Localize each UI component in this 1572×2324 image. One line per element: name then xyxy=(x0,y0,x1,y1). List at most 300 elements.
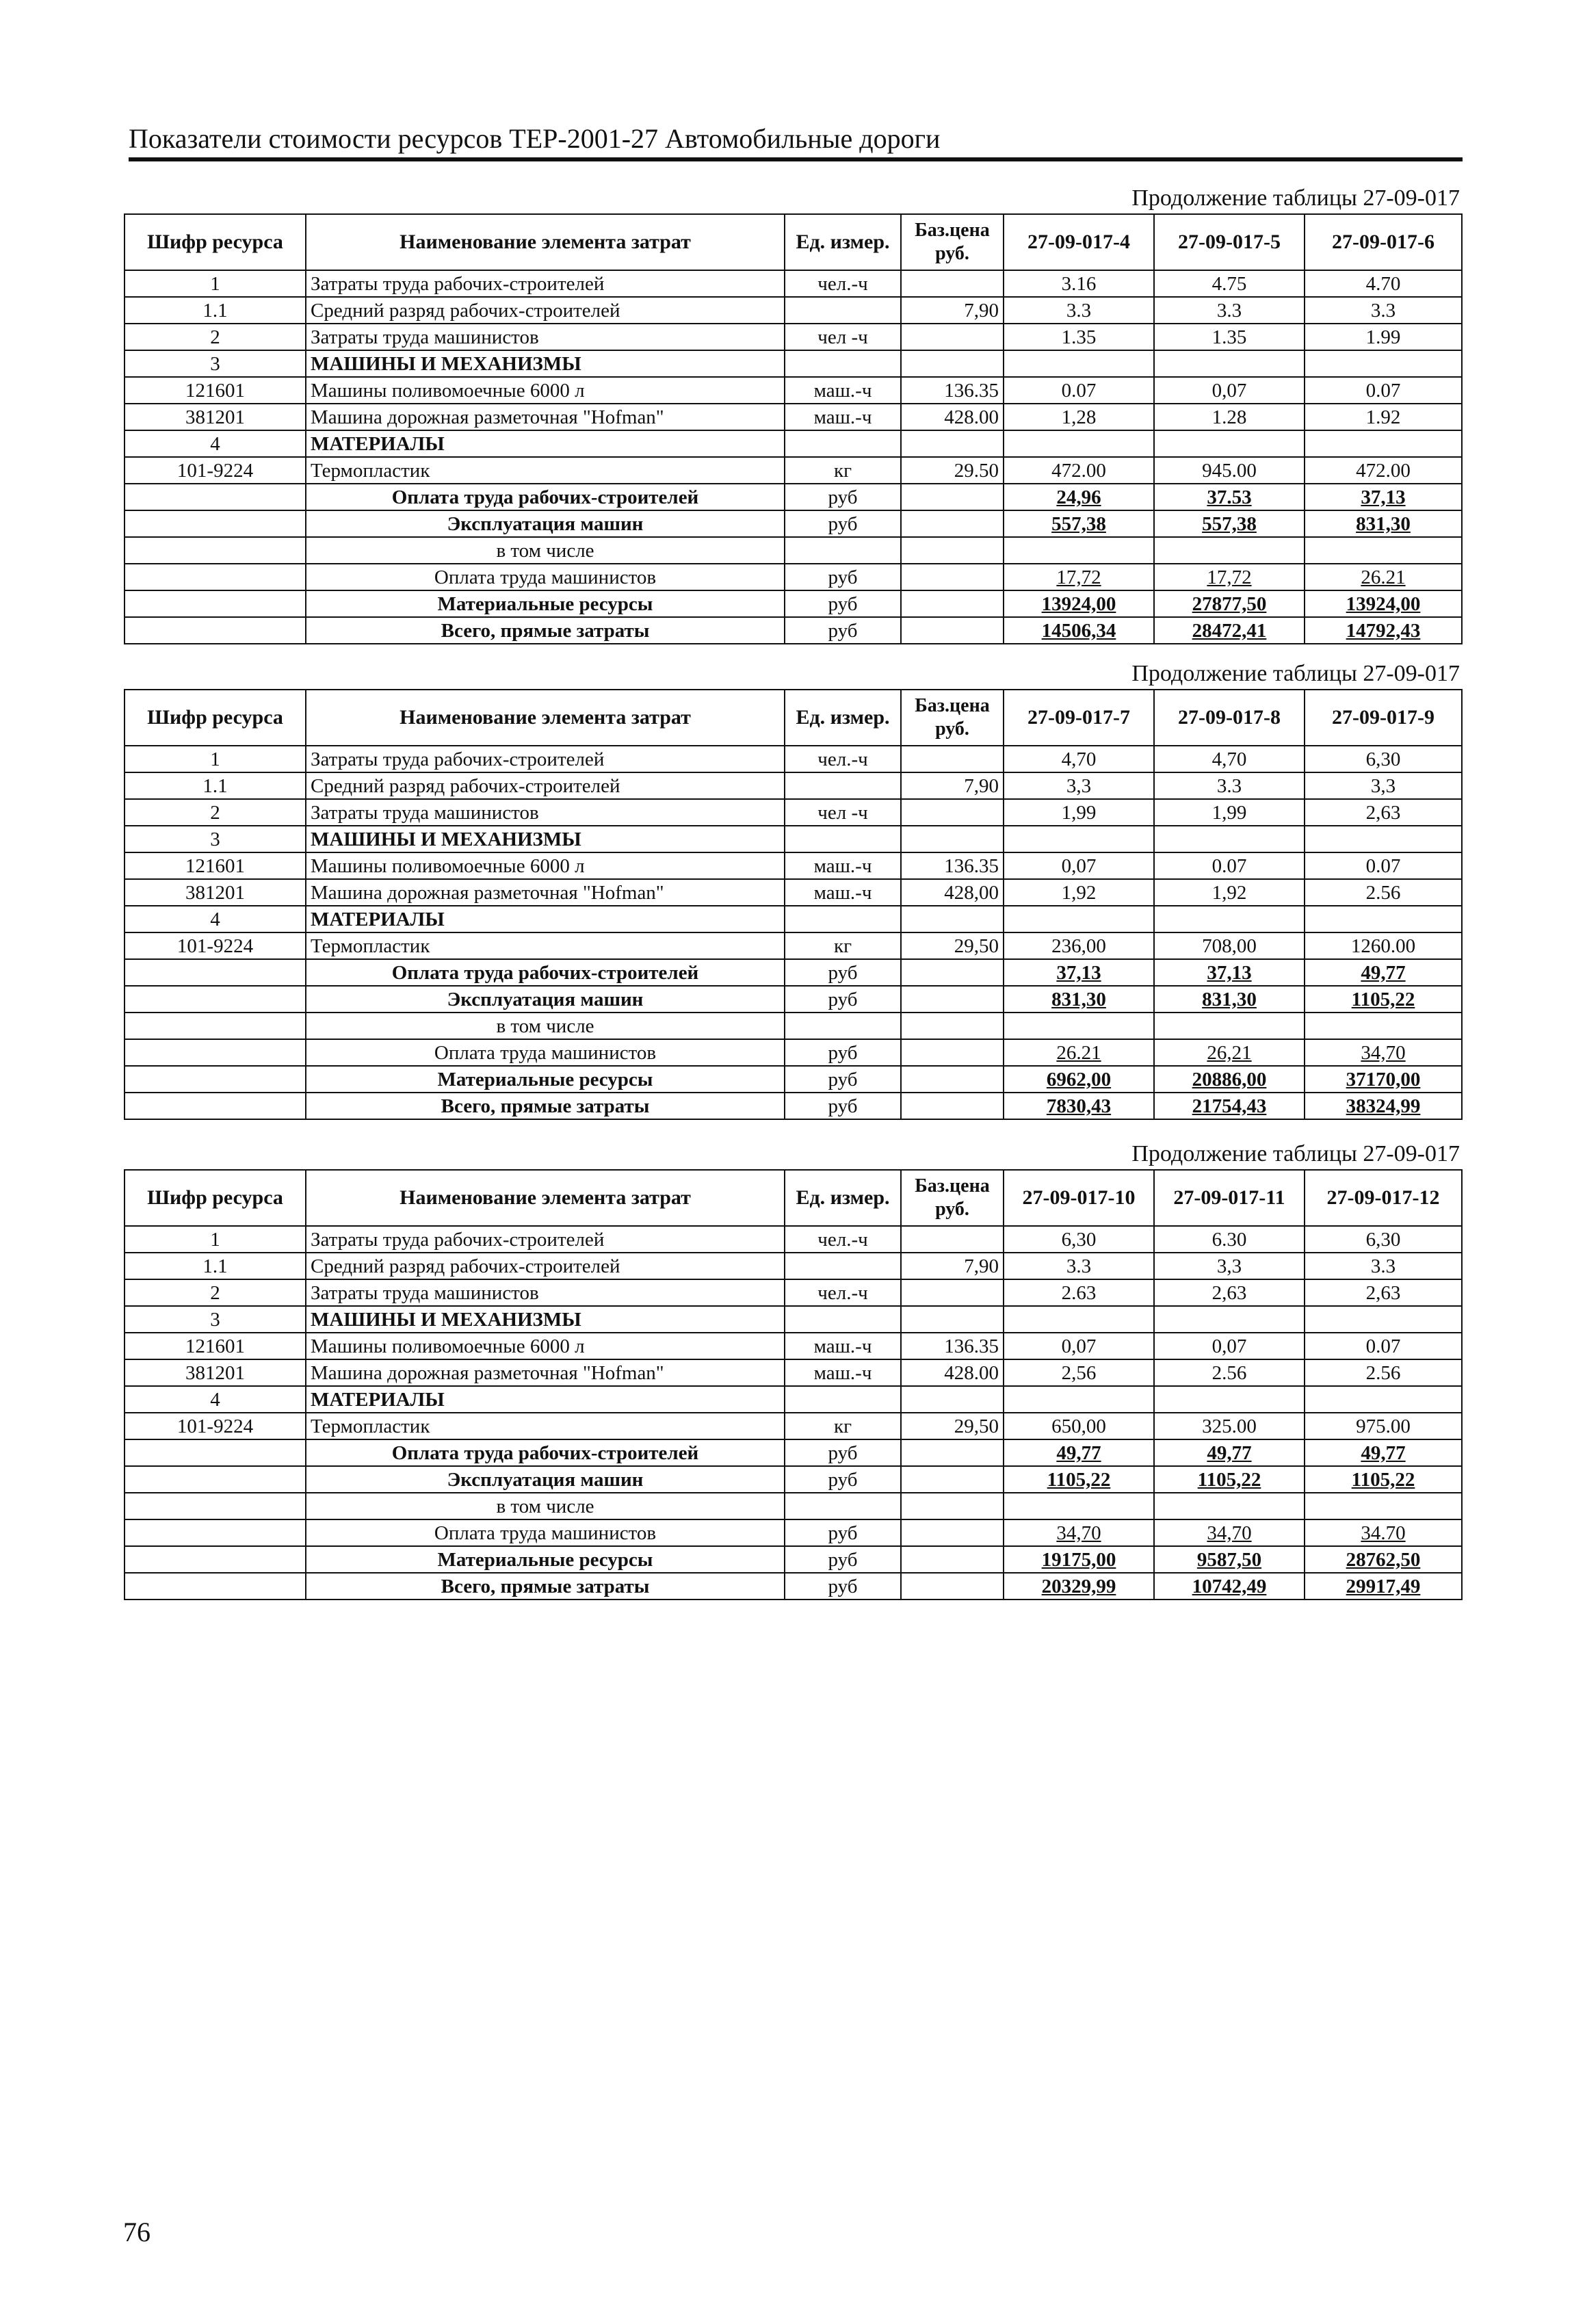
base-price-cell xyxy=(901,350,1004,377)
value-cell: 28472,41 xyxy=(1154,617,1305,644)
value-cell: 26.21 xyxy=(1004,1039,1154,1066)
resource-code-cell: 101-9224 xyxy=(125,457,306,484)
resource-name-cell: Машина дорожная разметочная "Hofman" xyxy=(306,879,785,906)
resource-code-cell: 381201 xyxy=(125,1359,306,1386)
value-cell xyxy=(1004,430,1154,457)
unit-cell xyxy=(785,1253,901,1279)
rate-column-header: 27-09-017-9 xyxy=(1305,690,1462,746)
resource-code-cell xyxy=(125,959,306,986)
resource-name-cell: МАШИНЫ И МЕХАНИЗМЫ xyxy=(306,1306,785,1333)
unit-cell xyxy=(785,906,901,932)
resource-name-cell: Затраты труда машинистов xyxy=(306,324,785,350)
base-price-cell xyxy=(901,537,1004,564)
resource-name-cell: МАТЕРИАЛЫ xyxy=(306,1386,785,1413)
value-cell xyxy=(1305,1013,1462,1039)
resource-name-cell: Затраты труда рабочих-строителей xyxy=(306,270,785,297)
unit-cell: чел.-ч xyxy=(785,1226,901,1253)
value-cell: 4,70 xyxy=(1004,746,1154,772)
value-cell: 20329,99 xyxy=(1004,1573,1154,1600)
unit-cell xyxy=(785,350,901,377)
table-row xyxy=(125,1253,1462,1279)
base-price-cell xyxy=(901,270,1004,297)
resource-name-cell: Материальные ресурсы xyxy=(306,590,785,617)
value-cell xyxy=(1004,1306,1154,1333)
value-cell: 13924,00 xyxy=(1004,590,1154,617)
value-cell xyxy=(1004,1386,1154,1413)
resource-code-cell: 1 xyxy=(125,746,306,772)
value-cell xyxy=(1154,350,1305,377)
unit-cell xyxy=(785,537,901,564)
table-header-row xyxy=(125,1170,1462,1226)
base-price-cell xyxy=(901,1439,1004,1466)
table-row xyxy=(125,617,1462,644)
value-cell: 1,92 xyxy=(1154,879,1305,906)
value-cell: 325.00 xyxy=(1154,1413,1305,1439)
value-cell: 2,63 xyxy=(1154,1279,1305,1306)
value-cell xyxy=(1305,350,1462,377)
unit-cell xyxy=(785,1386,901,1413)
resource-code-cell: 101-9224 xyxy=(125,932,306,959)
base-price-cell xyxy=(901,1279,1004,1306)
resource-code-cell: 2 xyxy=(125,1279,306,1306)
value-cell: 1.35 xyxy=(1004,324,1154,350)
table-row xyxy=(125,297,1462,324)
base-price-cell: 29,50 xyxy=(901,1413,1004,1439)
value-cell: 1.28 xyxy=(1154,404,1305,430)
resource-code-cell: 4 xyxy=(125,906,306,932)
value-cell: 472.00 xyxy=(1004,457,1154,484)
value-cell xyxy=(1154,430,1305,457)
value-cell: 650,00 xyxy=(1004,1413,1154,1439)
resource-code-cell: 381201 xyxy=(125,879,306,906)
resource-name-cell: Эксплуатация машин xyxy=(306,510,785,537)
table-caption: Продолжение таблицы 27-09-017 xyxy=(1131,661,1460,686)
value-cell: 9587,50 xyxy=(1154,1546,1305,1573)
value-cell: 38324,99 xyxy=(1305,1093,1462,1119)
base-price-cell xyxy=(901,1493,1004,1519)
unit-cell: маш.-ч xyxy=(785,852,901,879)
base-price-cell xyxy=(901,617,1004,644)
rate-column-header: 27-09-017-7 xyxy=(1004,690,1154,746)
unit-cell: кг xyxy=(785,932,901,959)
base-price-cell xyxy=(901,1519,1004,1546)
unit-column-header: Ед. измер. xyxy=(785,214,901,270)
base-price-cell xyxy=(901,1466,1004,1493)
value-cell: 2,63 xyxy=(1305,1279,1462,1306)
value-cell: 557,38 xyxy=(1004,510,1154,537)
base-price-cell xyxy=(901,1306,1004,1333)
base-price-cell xyxy=(901,1039,1004,1066)
resource-code-cell xyxy=(125,537,306,564)
value-cell: 7830,43 xyxy=(1004,1093,1154,1119)
table-row xyxy=(125,959,1462,986)
table-row xyxy=(125,826,1462,852)
value-cell: 29917,49 xyxy=(1305,1573,1462,1600)
unit-cell: руб xyxy=(785,564,901,590)
base-price-cell xyxy=(901,1066,1004,1093)
table-row xyxy=(125,404,1462,430)
table-caption: Продолжение таблицы 27-09-017 xyxy=(1131,1141,1460,1166)
table-row xyxy=(125,1493,1462,1519)
value-cell: 6962,00 xyxy=(1004,1066,1154,1093)
value-cell xyxy=(1154,1386,1305,1413)
resource-code-cell xyxy=(125,1519,306,1546)
value-cell: 0.07 xyxy=(1004,377,1154,404)
unit-cell: руб xyxy=(785,1093,901,1119)
resource-code-cell: 1.1 xyxy=(125,1253,306,1279)
value-cell xyxy=(1154,906,1305,932)
resource-code-cell xyxy=(125,617,306,644)
unit-cell: руб xyxy=(785,1066,901,1093)
resource-code-cell: 1.1 xyxy=(125,772,306,799)
value-cell: 831,30 xyxy=(1004,986,1154,1013)
resource-code-cell xyxy=(125,590,306,617)
table-row xyxy=(125,484,1462,510)
value-cell: 0,07 xyxy=(1004,1333,1154,1359)
table-header-row xyxy=(125,690,1462,746)
value-cell: 26,21 xyxy=(1154,1039,1305,1066)
value-cell: 1,99 xyxy=(1154,799,1305,826)
value-cell xyxy=(1004,1493,1154,1519)
value-cell: 0,07 xyxy=(1154,377,1305,404)
base-price-cell: 136.35 xyxy=(901,1333,1004,1359)
value-cell: 2.56 xyxy=(1305,879,1462,906)
value-cell xyxy=(1004,906,1154,932)
value-cell: 0,07 xyxy=(1004,852,1154,879)
resource-name-cell: МАШИНЫ И МЕХАНИЗМЫ xyxy=(306,350,785,377)
value-cell: 1.99 xyxy=(1305,324,1462,350)
name-column-header: Наименование элемента затрат xyxy=(306,690,785,746)
unit-cell: кг xyxy=(785,1413,901,1439)
table-row xyxy=(125,746,1462,772)
resource-name-cell: в том числе xyxy=(306,537,785,564)
table-row xyxy=(125,1279,1462,1306)
name-column-header: Наименование элемента затрат xyxy=(306,1170,785,1226)
base-price-cell xyxy=(901,484,1004,510)
resource-code-cell: 121601 xyxy=(125,1333,306,1359)
resource-table xyxy=(124,213,1463,644)
value-cell: 19175,00 xyxy=(1004,1546,1154,1573)
unit-cell: руб xyxy=(785,1573,901,1600)
value-cell xyxy=(1305,1386,1462,1413)
unit-cell xyxy=(785,430,901,457)
resource-code-cell: 121601 xyxy=(125,377,306,404)
resource-code-cell xyxy=(125,1013,306,1039)
table-row xyxy=(125,1546,1462,1573)
unit-cell xyxy=(785,1013,901,1039)
base-price-cell xyxy=(901,324,1004,350)
unit-cell: руб xyxy=(785,590,901,617)
resource-code-cell: 2 xyxy=(125,799,306,826)
unit-cell: руб xyxy=(785,617,901,644)
resource-code-cell xyxy=(125,510,306,537)
value-cell: 945.00 xyxy=(1154,457,1305,484)
base-price-cell xyxy=(901,959,1004,986)
resource-name-cell: Оплата труда машинистов xyxy=(306,1519,785,1546)
value-cell xyxy=(1004,1013,1154,1039)
table-row xyxy=(125,1093,1462,1119)
resource-table xyxy=(124,689,1463,1120)
value-cell: 0.07 xyxy=(1305,852,1462,879)
unit-cell xyxy=(785,297,901,324)
base-price-cell: 428,00 xyxy=(901,879,1004,906)
table-row xyxy=(125,537,1462,564)
value-cell: 557,38 xyxy=(1154,510,1305,537)
value-cell: 6,30 xyxy=(1305,746,1462,772)
value-cell: 1.92 xyxy=(1305,404,1462,430)
value-cell: 17,72 xyxy=(1154,564,1305,590)
value-cell: 49,77 xyxy=(1004,1439,1154,1466)
value-cell: 6,30 xyxy=(1305,1226,1462,1253)
value-cell: 3.3 xyxy=(1305,1253,1462,1279)
unit-cell xyxy=(785,772,901,799)
value-cell: 3.3 xyxy=(1004,297,1154,324)
base-price-cell xyxy=(901,1546,1004,1573)
resource-name-cell: в том числе xyxy=(306,1493,785,1519)
rate-column-header: 27-09-017-5 xyxy=(1154,214,1305,270)
resource-code-cell: 121601 xyxy=(125,852,306,879)
rate-column-header: 27-09-017-6 xyxy=(1305,214,1462,270)
resource-code-cell xyxy=(125,1439,306,1466)
table-row xyxy=(125,932,1462,959)
base-price-cell: 7,90 xyxy=(901,1253,1004,1279)
unit-cell: руб xyxy=(785,484,901,510)
unit-cell: руб xyxy=(785,1546,901,1573)
base-price-cell xyxy=(901,1226,1004,1253)
value-cell: 3,3 xyxy=(1004,772,1154,799)
value-cell: 1105,22 xyxy=(1305,1466,1462,1493)
table-row xyxy=(125,772,1462,799)
unit-cell: маш.-ч xyxy=(785,404,901,430)
table-row xyxy=(125,986,1462,1013)
value-cell xyxy=(1305,826,1462,852)
table-row xyxy=(125,906,1462,932)
unit-cell: маш.-ч xyxy=(785,879,901,906)
value-cell: 4.75 xyxy=(1154,270,1305,297)
base-price-cell: 428.00 xyxy=(901,1359,1004,1386)
base-price-cell: 29,50 xyxy=(901,932,1004,959)
resource-code-cell xyxy=(125,1546,306,1573)
resource-code-cell: 3 xyxy=(125,1306,306,1333)
unit-cell: кг xyxy=(785,457,901,484)
table-row xyxy=(125,1439,1462,1466)
table-row xyxy=(125,1466,1462,1493)
unit-cell: руб xyxy=(785,1039,901,1066)
table-row xyxy=(125,350,1462,377)
table-row xyxy=(125,377,1462,404)
resource-code-cell xyxy=(125,1493,306,1519)
value-cell: 3.3 xyxy=(1154,297,1305,324)
value-cell xyxy=(1305,430,1462,457)
price-column-header: Баз.цена руб. xyxy=(901,214,1004,270)
value-cell: 831,30 xyxy=(1305,510,1462,537)
resource-code-cell xyxy=(125,1039,306,1066)
value-cell: 1.35 xyxy=(1154,324,1305,350)
value-cell: 37,13 xyxy=(1004,959,1154,986)
resource-name-cell: МАТЕРИАЛЫ xyxy=(306,906,785,932)
table-row xyxy=(125,1359,1462,1386)
value-cell: 2.56 xyxy=(1154,1359,1305,1386)
value-cell xyxy=(1305,1306,1462,1333)
resource-name-cell: Средний разряд рабочих-строителей xyxy=(306,772,785,799)
value-cell: 37,13 xyxy=(1154,959,1305,986)
resource-name-cell: Затраты труда машинистов xyxy=(306,799,785,826)
value-cell xyxy=(1154,537,1305,564)
base-price-cell xyxy=(901,746,1004,772)
value-cell: 37.53 xyxy=(1154,484,1305,510)
value-cell xyxy=(1154,826,1305,852)
value-cell: 6,30 xyxy=(1004,1226,1154,1253)
unit-cell: руб xyxy=(785,1519,901,1546)
value-cell: 1,92 xyxy=(1004,879,1154,906)
unit-cell: чел.-ч xyxy=(785,270,901,297)
resource-name-cell: Всего, прямые затраты xyxy=(306,617,785,644)
value-cell: 49,77 xyxy=(1305,1439,1462,1466)
value-cell: 17,72 xyxy=(1004,564,1154,590)
resource-name-cell: Затраты труда машинистов xyxy=(306,1279,785,1306)
unit-cell: чел -ч xyxy=(785,799,901,826)
value-cell xyxy=(1154,1306,1305,1333)
resource-name-cell: Затраты труда рабочих-строителей xyxy=(306,1226,785,1253)
base-price-cell xyxy=(901,799,1004,826)
resource-name-cell: Эксплуатация машин xyxy=(306,986,785,1013)
price-column-header: Баз.цена руб. xyxy=(901,1170,1004,1226)
code-column-header: Шифр ресурса xyxy=(125,690,306,746)
value-cell: 49,77 xyxy=(1154,1439,1305,1466)
value-cell: 3.3 xyxy=(1305,297,1462,324)
unit-column-header: Ед. измер. xyxy=(785,690,901,746)
code-column-header: Шифр ресурса xyxy=(125,1170,306,1226)
page-number: 76 xyxy=(123,2217,150,2247)
value-cell: 0,07 xyxy=(1154,1333,1305,1359)
resource-name-cell: Средний разряд рабочих-строителей xyxy=(306,1253,785,1279)
resource-name-cell: Материальные ресурсы xyxy=(306,1066,785,1093)
table-row xyxy=(125,1519,1462,1546)
value-cell: 3,3 xyxy=(1305,772,1462,799)
value-cell: 13924,00 xyxy=(1305,590,1462,617)
resource-code-cell: 1 xyxy=(125,270,306,297)
resource-name-cell: Оплата труда рабочих-строителей xyxy=(306,959,785,986)
value-cell: 1105,22 xyxy=(1154,1466,1305,1493)
rate-column-header: 27-09-017-10 xyxy=(1004,1170,1154,1226)
resource-code-cell: 2 xyxy=(125,324,306,350)
table-row xyxy=(125,1306,1462,1333)
table-row xyxy=(125,1066,1462,1093)
value-cell: 20886,00 xyxy=(1154,1066,1305,1093)
code-column-header: Шифр ресурса xyxy=(125,214,306,270)
value-cell: 1105,22 xyxy=(1305,986,1462,1013)
unit-cell: руб xyxy=(785,986,901,1013)
base-price-cell: 136.35 xyxy=(901,377,1004,404)
table-caption: Продолжение таблицы 27-09-017 xyxy=(1131,185,1460,211)
table-row xyxy=(125,457,1462,484)
resource-code-cell xyxy=(125,1093,306,1119)
resource-code-cell: 4 xyxy=(125,1386,306,1413)
unit-cell: руб xyxy=(785,1466,901,1493)
value-cell: 3,3 xyxy=(1154,1253,1305,1279)
resource-name-cell: Машины поливомоечные 6000 л xyxy=(306,852,785,879)
value-cell: 26.21 xyxy=(1305,564,1462,590)
table-row xyxy=(125,1333,1462,1359)
value-cell: 708,00 xyxy=(1154,932,1305,959)
value-cell: 0.07 xyxy=(1305,1333,1462,1359)
base-price-cell xyxy=(901,564,1004,590)
value-cell: 472.00 xyxy=(1305,457,1462,484)
value-cell: 3.3 xyxy=(1004,1253,1154,1279)
table-row xyxy=(125,1413,1462,1439)
resource-code-cell: 3 xyxy=(125,350,306,377)
value-cell: 34,70 xyxy=(1305,1039,1462,1066)
base-price-cell: 7,90 xyxy=(901,297,1004,324)
base-price-cell xyxy=(901,590,1004,617)
table-header-row xyxy=(125,214,1462,270)
resource-code-cell xyxy=(125,1066,306,1093)
table-row xyxy=(125,270,1462,297)
value-cell: 34,70 xyxy=(1004,1519,1154,1546)
unit-cell: чел.-ч xyxy=(785,1279,901,1306)
value-cell: 27877,50 xyxy=(1154,590,1305,617)
value-cell xyxy=(1305,906,1462,932)
value-cell: 28762,50 xyxy=(1305,1546,1462,1573)
value-cell: 1260.00 xyxy=(1305,932,1462,959)
resource-code-cell xyxy=(125,564,306,590)
resource-code-cell: 381201 xyxy=(125,404,306,430)
page-header-title: Показатели стоимости ресурсов ТЕР-2001-27 Автомобильные дороги xyxy=(129,123,1463,161)
value-cell xyxy=(1305,1493,1462,1519)
unit-cell xyxy=(785,1306,901,1333)
resource-name-cell: Оплата труда машинистов xyxy=(306,1039,785,1066)
resource-name-cell: Термопластик xyxy=(306,932,785,959)
unit-cell: руб xyxy=(785,959,901,986)
resource-name-cell: Машина дорожная разметочная "Hofman" xyxy=(306,404,785,430)
resource-name-cell: Машины поливомоечные 6000 л xyxy=(306,377,785,404)
base-price-cell xyxy=(901,510,1004,537)
unit-cell: маш.-ч xyxy=(785,1359,901,1386)
resource-table xyxy=(124,1169,1463,1600)
value-cell: 3.16 xyxy=(1004,270,1154,297)
value-cell: 0.07 xyxy=(1305,377,1462,404)
value-cell xyxy=(1004,537,1154,564)
base-price-cell xyxy=(901,430,1004,457)
base-price-cell xyxy=(901,1386,1004,1413)
resource-name-cell: Затраты труда рабочих-строителей xyxy=(306,746,785,772)
value-cell: 10742,49 xyxy=(1154,1573,1305,1600)
resource-name-cell: Эксплуатация машин xyxy=(306,1466,785,1493)
base-price-cell xyxy=(901,986,1004,1013)
resource-name-cell: Термопластик xyxy=(306,1413,785,1439)
value-cell xyxy=(1305,537,1462,564)
base-price-cell xyxy=(901,826,1004,852)
unit-cell: маш.-ч xyxy=(785,377,901,404)
unit-column-header: Ед. измер. xyxy=(785,1170,901,1226)
resource-name-cell: Всего, прямые затраты xyxy=(306,1093,785,1119)
table-row xyxy=(125,1573,1462,1600)
resource-name-cell: Средний разряд рабочих-строителей xyxy=(306,297,785,324)
value-cell: 2,56 xyxy=(1004,1359,1154,1386)
table-row xyxy=(125,1039,1462,1066)
value-cell: 2.63 xyxy=(1004,1279,1154,1306)
value-cell: 14792,43 xyxy=(1305,617,1462,644)
value-cell: 1,28 xyxy=(1004,404,1154,430)
resource-name-cell: Машина дорожная разметочная "Hofman" xyxy=(306,1359,785,1386)
resource-code-cell: 1.1 xyxy=(125,297,306,324)
unit-cell: чел -ч xyxy=(785,324,901,350)
table-row xyxy=(125,879,1462,906)
value-cell: 14506,34 xyxy=(1004,617,1154,644)
unit-cell xyxy=(785,1493,901,1519)
value-cell: 4,70 xyxy=(1154,746,1305,772)
unit-cell: чел.-ч xyxy=(785,746,901,772)
